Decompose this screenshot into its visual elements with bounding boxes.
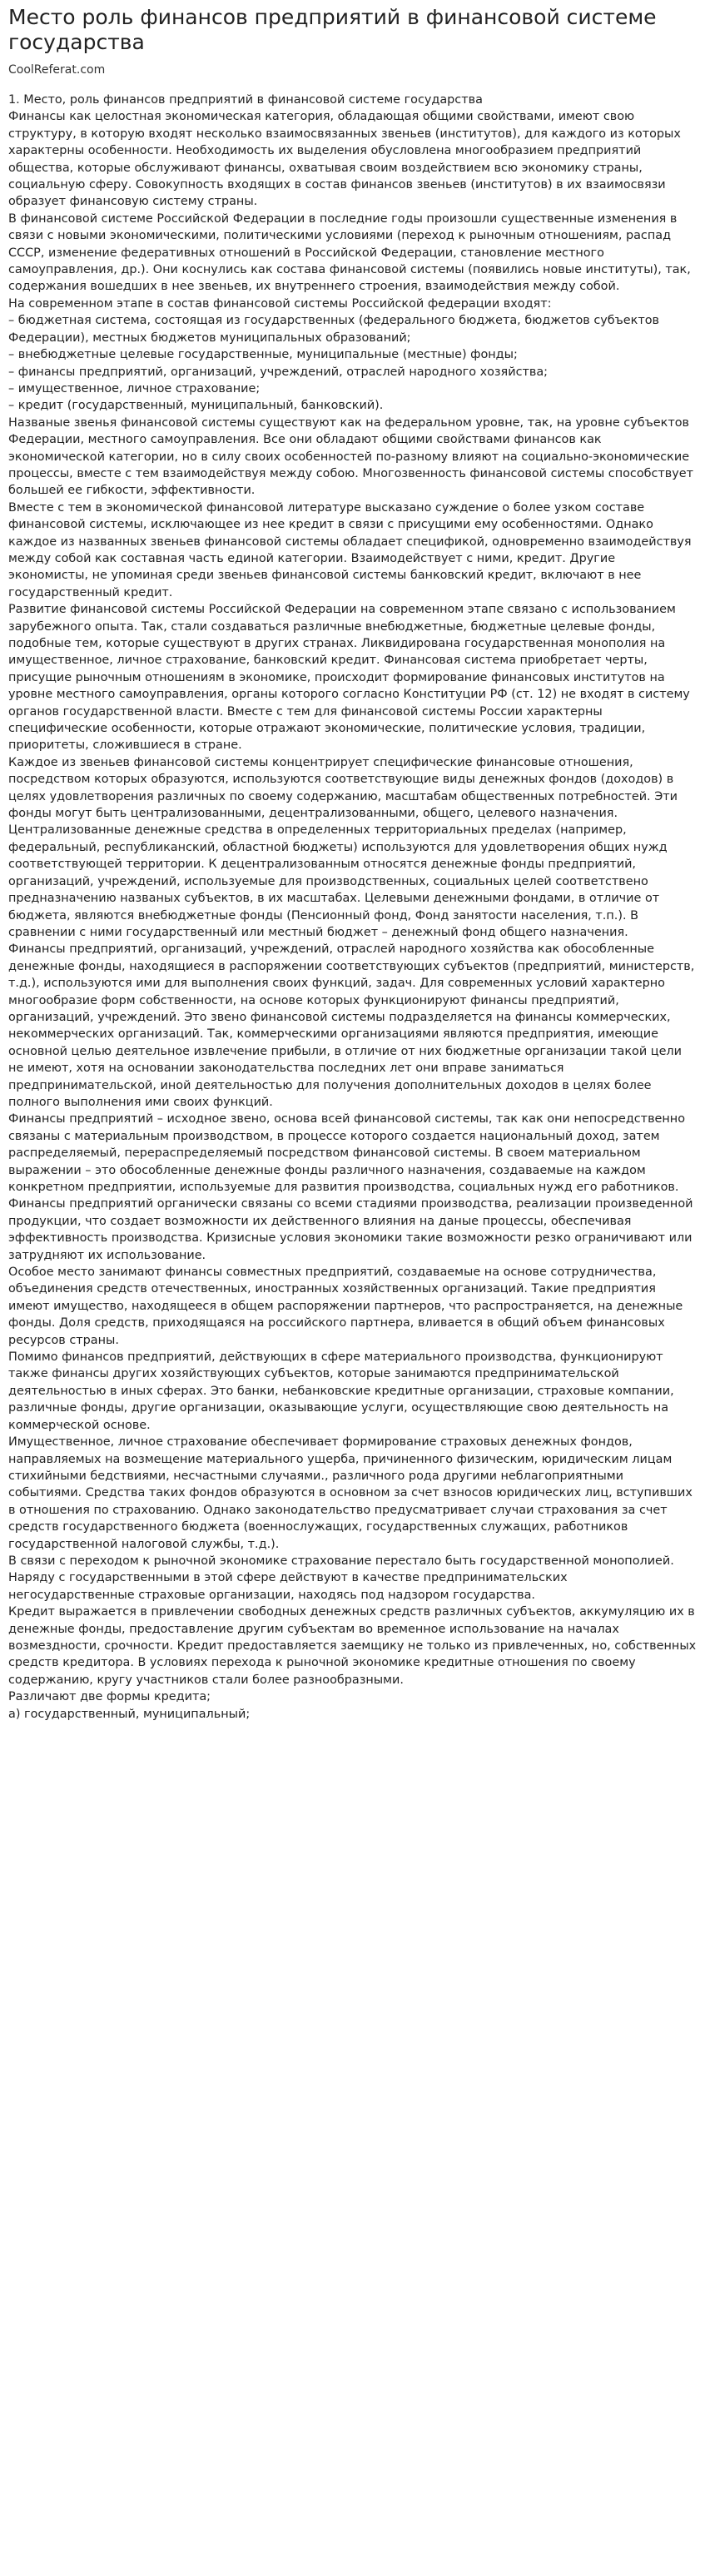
paragraph: Кредит выражается в привлечении свободных денежных средств различных субъектов, аккумуляцию их в денежные фонды, предоставление другим субъектам во временное использование на началах возмездности, срочности. Кредит предоставляется заемщику не только из привлеченных, но, собственных средств кредитора. В условиях перехода к рыночной экономике кредитные отношения по своему содержанию, кругу участников стали более разнообразными. [8, 1605, 697, 1687]
list-item: а) государственный, муниципальный; [8, 1707, 251, 1721]
paragraph: Финансы как целостная экономическая категория, обладающая общими свойствами, имеют свою структуру, в которую входят несколько взаимосвязанных звеньев (институтов), для каждого из которых характерны особенности. Необходимость их выделения обусловлена многообразием предприятий общества, которые обслуживают финансы, охватывая своим воздействием всю экономику страны, социальную сферу. Совокупность входящих в состав финансов звеньев (институтов) в их взаимосвязи образует финансовую систему страны. [8, 110, 681, 209]
list-item: – финансы предприятий, организаций, учреждений, отраслей народного хозяйства; [8, 365, 549, 379]
list-item: – имущественное, личное страхование; [8, 381, 261, 395]
paragraph: В финансовой системе Российской Федерации в последние годы произошли существенные изменения в связи с новыми экономическими, политическими условиями (переход к рыночным отношениям, распад СССР, изменение федеративных отношений в Российской Федерации, становление местного самоуправления, др.). Они коснулись как состава финансовой системы (появились новые институты), так, содержания вошедших в нее звеньев, их внутреннего строения, взаимодействия между собой. [8, 211, 691, 294]
paragraph: Каждое из звеньев финансовой системы концентрирует специфические финансовые отношения, посредством которых образуются, используются соответствующие виды денежных фондов (доходов) в целях удовлетворения различных по своему содержанию, масштабам общественных потребностей. Эти фонды могут быть централизованными, децентрализованными, общего, целевого назначения. Централизованные денежные средства в определенных территориальных пределах (например, федеральный, республиканский, областной бюджеты) используются для удовлетворения общих нужд соответствующей территории. К децентрализованным относятся денежные фонды предприятий, организаций, учреждений, используемые для производственных, социальных целей соответствено предназначению названых субъектов, в их масштабах. Целевыми денежными фондами, в отличие от бюджета, являются внебюджетные фонды (Пенсионный фонд, Фонд занятости населения, т.п.). В сравнении с ними государственный или местный бюджет – денежный фонд общего назначения. [8, 755, 678, 939]
list-item: – бюджетная система, состоящая из государственных (федерального бюджета, бюджетов субъектов Федерации), местных бюджетов муниципальных образований; [8, 314, 660, 345]
paragraph: Помимо финансов предприятий, действующих в сфере материального производства, функционируют также финансы других хозяйствующих субъектов, которые занимаются предпринимательской деятельностью в иных сферах. Это банки, небанковские кредитные организации, страховые компании, различные фонды, другие организации, оказывающие услуги, осуществляющие свою деятельность на коммерческой основе. [8, 1350, 674, 1432]
paragraph: Особое место занимают финансы совместных предприятий, создаваемые на основе сотрудничества, объединения средств отечественных, иностранных хозяйственных организаций. Такие предприятия имеют имущество, находящееся в общем распоряжении партнеров, что распространяется, на денежные фонды. Доля средств, приходящаяся на российского партнера, вливается в общий объем финансовых ресурсов страны. [8, 1266, 683, 1347]
list-item: – внебюджетные целевые государственные, муниципальные (местные) фонды; [8, 348, 518, 362]
paragraph: Имущественное, личное страхование обеспечивает формирование страховых денежных фондов, направляемых на возмещение материального ущерба, причиненного физическим, юридическим лицам стихийными бедствиями, несчастными случаями., различного рода другими неблагоприятными событиями. Средства таких фондов образуются в основном за счет взносов юридических лиц, вступивших в отношения по страхованию. Однако законодательство предусматривает случаи страхования за счет средств государственного бюджета (военнослужащих, государственных служащих, работников государственной налоговой службы, т.д.). [8, 1435, 693, 1551]
paragraph: 1. Место, роль финансов предприятий в финансовой системе государства [8, 93, 483, 107]
source-label: CoolReferat.com [8, 63, 106, 77]
page-title: Место роль финансов предприятий в финансовой системе государства [8, 5, 657, 54]
paragraph: Развитие финансовой системы Российской Федерации на современном этапе связано с использованием зарубежного опыта. Так, стали создаваться различные внебюджетные, бюджетные целевые фонды, подобные тем, которые существуют в других странах. Ликвидирована государственная монополия на имущественное, личное страхование, банковский кредит. Финансовая система приобретает черты, присущие рыночным отношениям в экономике, происходит формирование финансовых институтов на уровне местного самоуправления, органы которого согласно Конституции РФ (ст. 12) не входят в систему органов государственной власти. Вместе с тем для финансовой системы России характерны специфические особенности, которые отражают экономические, политические условия, традиции, приоритеты, сложившиеся в стране. [8, 603, 690, 753]
paragraph: Финансы предприятий, организаций, учреждений, отраслей народного хозяйства как обособленные денежные фонды, находящиеся в распоряжении соответствующих субъектов (предприятий, министерств, т.д.), используются ими для выполнения своих функций, задач. Для современных условий характерно многообразие форм собственности, на основе которых функционируют финансы предприятий, организаций, учреждений. Это звено финансовой системы подразделяется на финансы коммерческих, некоммерческих организаций. Так, коммерческими организациями являются предприятия, имеющие основной целью деятельное извлечение прибыли, в отличие от них бюджетные организации такой цели не имеют, хотя на основании законодательства последних лет они вправе заниматься предпринимательской, иной деятельностью для получения дополнительных доходов в целях более полного выполнения ими своих функций. [8, 942, 695, 1109]
paragraph: В связи с переходом к рыночной экономике страхование перестало быть государственной монополией. Наряду с государственными в этой сфере действуют в качестве предпринимательских негосударственные страховые организации, находясь под надзором государства. [8, 1554, 674, 1602]
paragraph: Вместе с тем в экономической финансовой литературе высказано суждение о более узком составе финансовой системы, исключающее из нее кредит в связи с присущими ему особенностями. Однако каждое из названных звеньев финансовой системы обладает спецификой, одновременно взаимодействуя между собой как составная часть единой категории. Взаимодействует с ними, кредит. Другие экономисты, не упоминая среди звеньев финансовой системы банковский кредит, включают в нее государственный кредит. [8, 500, 692, 599]
paragraph: Названые звенья финансовой системы существуют как на федеральном уровне, так, на уровне субъектов Федерации, местного самоуправления. Все они обладают общими свойствами финансов как экономической категории, но в силу своих особенностей по-разному влияют на социально-экономические процессы, вместе с тем взаимодействуя между собою. Многозвенность финансовой системы способствует большей ее гибкости, эффективности. [8, 415, 694, 498]
paragraph: Различают две формы кредита; [8, 1690, 211, 1704]
paragraph: Финансы предприятий – исходное звено, основа всей финансовой системы, так как они непосредственно связаны с материальным производством, в процессе которого создается национальный доход, затем распределяемый, перераспределяемый посредством финансовой системы. В своем материальном выражении – это обособленные денежные фонды различного назначения, создаваемые на каждом конкретном предприятии, используемые для развития производства, социальных нужд его работников. Финансы предприятий органически связаны со всеми стадиями производства, реализации произведенной продукции, что создает возможности их действенного влияния на даные процессы, обеспечивая эффективность производства. Кризисные условия экономики такие возможности резко ограничивают или затрудняют их использование. [8, 1112, 693, 1262]
list-item: – кредит (государственный, муниципальный, банковский). [8, 399, 384, 413]
article-body [8, 92, 697, 1723]
paragraph: На современном этапе в состав финансовой системы Российской федерации входят: [8, 296, 552, 311]
